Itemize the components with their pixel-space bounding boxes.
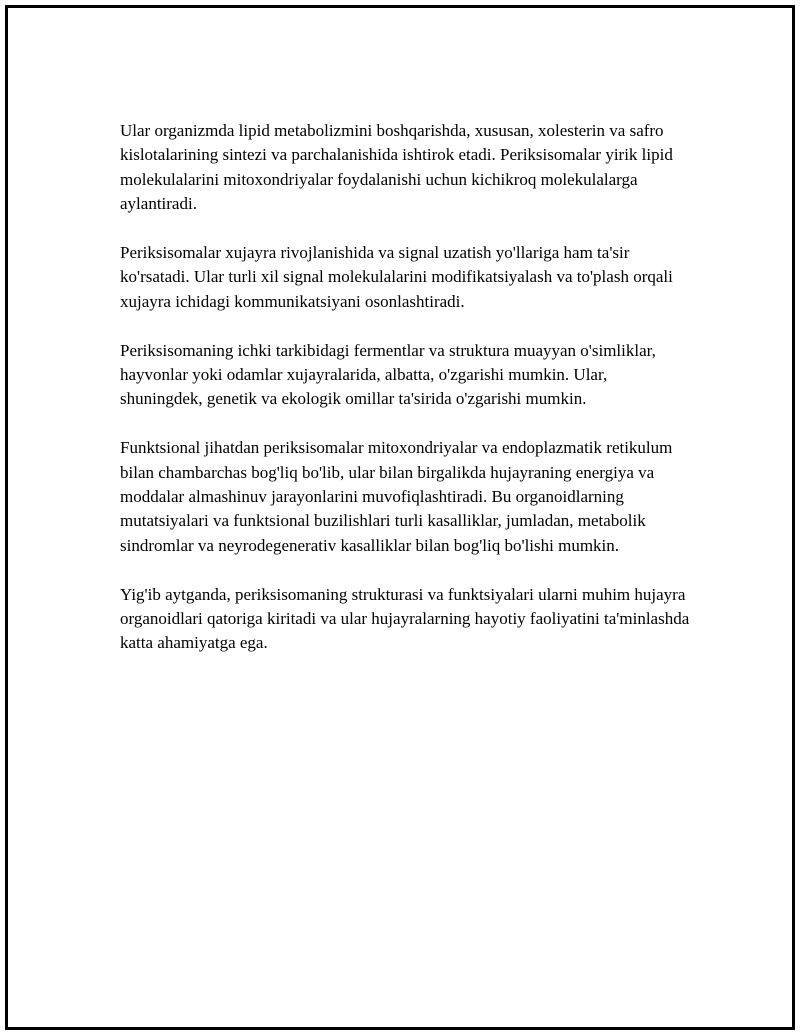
document-body [120,119,690,680]
paragraph-4: Funktsional jihatdan periksisomalar mitoxondriyalar va endoplazmatik retikulum bilan chambarchas bog'liq bo'lib, ular bilan birgalikda hujayraning energiya va moddalar almashinuv jarayonlarini muvofiqlashtiradi. Bu organoidlarning mutatsiyalari va funktsional buzilishlari turli kasalliklar, jumladan, metabolik sindromlar va neyrodegenerativ kasalliklar bilan bog'liq bo'lishi mumkin. [120,438,673,555]
paragraph-3: Periksisomaning ichki tarkibidagi fermentlar va struktura muayyan o'simliklar, hayvonlar yoki odamlar xujayralarida, albatta, o'zgarishi mumkin. Ular, shuningdek, genetik va ekologik omillar ta'sirida o'zgarishi mumkin. [120,340,656,409]
paragraph-2: Periksisomalar xujayra rivojlanishida va signal uzatish yo'llariga ham ta'sir ko'rsatadi. Ular turli xil signal molekulalarini modifikatsiyalash va to'plash orqali xujayra ichidagi kommunikatsiyani osonlashtiradi. [120,243,673,311]
paragraph-1: Ular organizmda lipid metabolizmini boshqarishda, xususan, xolesterin va safro kislotalarining sintezi va parchalanishida ishtirok etadi. Periksisomalar yirik lipid molekulalarini mitoxondriyalar foydalanishi uchun kichikroq molekulalarga aylantiradi. [120,121,673,214]
page-border [5,5,795,1030]
paragraph-5: Yig'ib aytganda, periksisomaning strukturasi va funktsiyalari ularni muhim hujayra organoidlari qatoriga kiritadi va ular hujayralarning hayotiy faoliyatini ta'minlashda katta ahamiyatga ega. [120,584,690,653]
